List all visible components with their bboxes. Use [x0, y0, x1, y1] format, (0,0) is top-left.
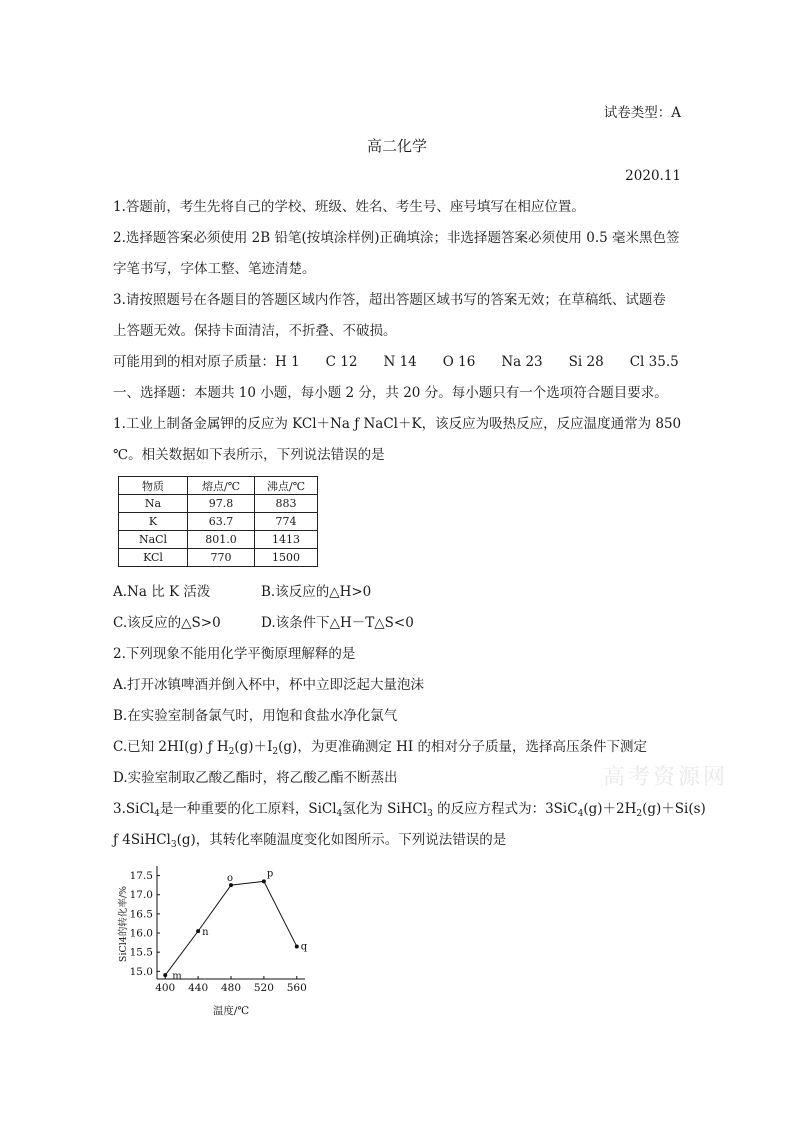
paper-type: 试卷类型：A [603, 105, 681, 121]
atomic-mass-item: O 16 [442, 354, 476, 370]
table-cell: 1500 [255, 549, 318, 567]
table-row [119, 549, 318, 567]
instruction-3-line-1: 3.请按照题号在各题目的答题区域内作答，超出答题区域书写的答案无效；在草稿纸、试题卷 [113, 292, 666, 308]
question-2-option-b: B.在实验室制备氯气时，用饱和食盐水净化氯气 [113, 708, 398, 724]
table-header-cell: 物质 [119, 477, 188, 495]
y-tick-label: 17.5 [129, 870, 153, 883]
formula-text: 氢化为 SiHCl [342, 801, 428, 817]
question-1-options-cd [113, 613, 703, 633]
point-label: m [172, 971, 182, 983]
table-cell: 1413 [255, 531, 318, 549]
point-label: o [227, 873, 234, 885]
question-1-option-b: B.该反应的△H>0 [261, 584, 372, 600]
x-tick-label: 520 [253, 982, 274, 994]
formula-text: (g)，其转化率随温度变化如图所示。下列说法错误的是 [176, 832, 507, 848]
table-row [119, 495, 318, 513]
point-label: p [266, 868, 274, 880]
exam-date: 2020.11 [625, 168, 681, 184]
table-cell: 883 [255, 495, 318, 513]
table-header-cell: 沸点/℃ [255, 477, 318, 495]
formula-text: 是一种重要的化工原料，SiCl [159, 801, 337, 817]
formula-text: C.已知 2HI(g) ƒ H [113, 739, 229, 755]
section-1-heading: 一、选择题：本题共 10 小题，每小题 2 分，共 20 分。每小题只有一个选项符合题目要求。 [113, 385, 668, 401]
y-tick-label: 15.5 [129, 946, 153, 959]
question-2-stem: 2.下列现象不能用化学平衡原理解释的是 [113, 646, 356, 662]
formula-text: 3.SiCl [113, 801, 155, 817]
table-cell: 774 [255, 513, 318, 531]
table-cell: NaCl [119, 531, 188, 549]
formula-subscript: 2 [228, 747, 235, 757]
watermark: 高考资源网 [603, 765, 729, 790]
table-cell: 97.8 [188, 495, 255, 513]
data-point [196, 929, 200, 933]
question-2-option-d: D.实验室制取乙酸乙酯时，将乙酸乙酯不断蒸出 [113, 770, 398, 786]
table-cell: Na [119, 495, 188, 513]
instruction-2-line-1: 2.选择题答案必须使用 2B 铅笔(按填涂样例)正确填涂；非选择题答案必须使用 0.5 毫米黑色签 [113, 230, 680, 246]
y-tick-label: 17.0 [129, 889, 153, 902]
formula-subscript: 2 [272, 747, 279, 757]
question-1-options-ab [113, 582, 703, 602]
atomic-masses [113, 352, 703, 372]
data-point [163, 973, 167, 977]
question-1-option-a: A.Na 比 K 活泼 [113, 584, 211, 600]
formula-text: ƒ 4SiHCl [113, 832, 171, 848]
formula-text: (g)＋2H [583, 801, 637, 817]
table-cell: 770 [188, 549, 255, 567]
conversion-rate-chart [113, 862, 313, 1020]
question-1-option-c: C.该反应的△S>0 [113, 615, 221, 631]
atomic-mass-item: Cl 35.5 [629, 354, 679, 370]
table-cell: KCl [119, 549, 188, 567]
table-row [119, 531, 318, 549]
y-axis-label: SiCl4的转化率/% [118, 885, 129, 963]
question-2-option-a: A.打开冰镇啤酒并倒入杯中，杯中立即泛起大量泡沫 [113, 677, 425, 693]
table-cell: K [119, 513, 188, 531]
atomic-mass-item: C 12 [325, 354, 358, 370]
question-1-stem-line-1: 1.工业上制备金属钾的反应为 KCl＋Na ƒ NaCl＋K，该反应为吸热反应，反应温度通常为 850 [113, 416, 682, 432]
formula-subscript: 3 [170, 840, 177, 850]
question-1-stem-line-2: ℃。相关数据如下表所示，下列说法错误的是 [113, 447, 385, 463]
table-header-row [119, 477, 318, 495]
x-tick-label: 400 [155, 982, 176, 994]
instruction-3-line-2: 上答题无效。保持卡面清洁，不折叠、不破损。 [113, 323, 397, 339]
point-label: q [300, 941, 308, 953]
formula-subscript: 4 [577, 809, 584, 819]
table-cell: 801.0 [188, 531, 255, 549]
x-tick-label: 560 [286, 982, 307, 994]
question-3-stem-line-2 [113, 830, 703, 850]
formula-subscript: 2 [636, 809, 643, 819]
y-tick-label: 16.5 [129, 908, 153, 921]
atomic-mass-item: Na 23 [501, 354, 543, 370]
x-tick-label: 440 [188, 982, 209, 994]
exam-title: 高二化学 [366, 137, 427, 155]
atomic-mass-item: N 14 [383, 354, 417, 370]
x-axis-label: 温度/℃ [212, 1005, 250, 1017]
table-row [119, 513, 318, 531]
question-2-option-c [113, 737, 703, 757]
series-line [165, 881, 297, 975]
table-header-cell: 熔点/℃ [188, 477, 255, 495]
properties-table [118, 476, 318, 567]
x-tick-label: 480 [220, 982, 242, 994]
formula-text: (g)，为更准确测定 HI 的相对分子质量，选择高压条件下测定 [278, 739, 648, 755]
question-3-stem-line-1 [113, 799, 706, 819]
instruction-2-line-2: 字笔书写，字体工整、笔迹清楚。 [113, 261, 316, 277]
formula-subscript: 3 [427, 809, 433, 819]
instruction-1: 1.答题前，考生先将自己的学校、班级、姓名、考生号、座号填写在相应位置。 [113, 199, 585, 215]
atomic-mass-item: Si 28 [568, 354, 604, 370]
formula-text: (g)＋Si(s) [642, 801, 706, 817]
table-cell: 63.7 [188, 513, 255, 531]
data-point [295, 944, 299, 948]
y-tick-label: 16.0 [129, 927, 153, 940]
point-label: n [202, 927, 209, 939]
y-tick-label: 15.0 [129, 965, 153, 978]
data-point [262, 879, 266, 883]
formula-subscript: 4 [336, 809, 343, 819]
question-1-option-d: D.该条件下△H－T△S<0 [261, 615, 414, 631]
formula-subscript: 4 [154, 809, 160, 819]
formula-text: (g)＋I [234, 739, 273, 755]
atomic-masses-label: 可能用到的相对原子质量： [113, 354, 275, 370]
formula-text: 的反应方程式为：3SiC [432, 801, 578, 817]
atomic-mass-item: H 1 [275, 354, 300, 370]
